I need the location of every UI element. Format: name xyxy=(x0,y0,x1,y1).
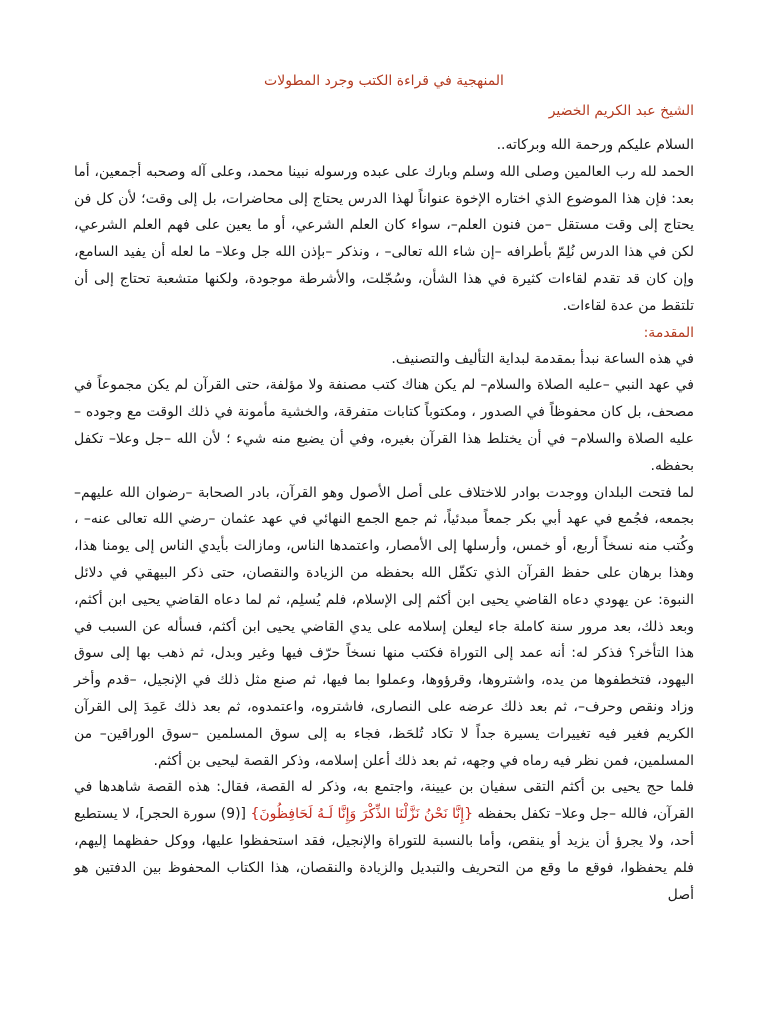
document-title: المنهجية في قراءة الكتب وجرد المطولات xyxy=(264,73,504,89)
author-name: الشيخ عبد الكريم الخضير xyxy=(548,103,694,119)
paragraph-4-start: فلما حج يحيى بن أكثم التقى سفيان بن عيينة، واجتمع به، وذكر له القصة، فقال: هذه القصة شاهدها في القرآن، فالله –جل وعلا– تكفل بحفظه xyxy=(74,779,694,823)
paragraph-1: في هذه الساعة نبدأ بمقدمة لبداية التأليف والتصنيف. xyxy=(391,350,694,367)
paragraph-4-end: [(9) سورة الحجر]، لا يستطيع أحد، ولا يجرؤ أن يزيد أو ينقص، وأما بالنسبة للتوراة والإنجيل، فقد استحفظوا عليها، ووكل حفظهما إليهم، فلم يحفظوا، فوقع ما وقع من التحريف والتبديل والزيادة والنقصان، هذا الكتاب المحفوظ بين الدفتين هو أصل xyxy=(74,806,694,903)
paragraph-3: لما فتحت البلدان ووجدت بوادر للاختلاف على أصل الأصول وهو القرآن، بادر الصحابة –رضوان الله عليهم– بجمعه، فجُمع في عهد أبي بكر جمعاً مبدئياً، ثم جمع الجمع النهائي في عهد عثمان –رضي الله تعالى عنه– ، وكُتب منه نسخاً أربع، أو خمس، وأرسلها إلى الأمصار، واعتمدها الناس، ومازالت بأيدي الناس إلى يومنا هذا، وهذا برهان على حفظ القرآن الذي تكفّل الله بحفظه من الزيادة والنقصان، حتى ذكر البيهقي في دلائل النبوة: عن يهودي دعاه القاضي يحيى ابن أكثم إلى الإسلام، فلم يُسلِم، ثم لما دعاه القاضي يحيى ابن أكثم، وبعد ذلك، بعد مرور سنة كاملة جاء ليعلن إسلامه على يدي القاضي يحيى ابن أكثم، فسأله عن السبب في هذا التأخر؟ فذكر له: أنه عمد إلى التوراة فكتب منها نسخاً حرّف فيها وغير وبدل، ثم ذهب بها إلى سوق اليهود، فتخطفوها من يده، واشتروها، وقرؤوها، وعملوا بما فيها، ثم صنع مثل ذلك في الإنجيل، –قدم وأخر وزاد ونقص وحرف–، ثم بعد ذلك عرضه على النصارى، فاشتروه، واعتمدوه، ثم بعد ذلك عَمِدَ إلى القرآن الكريم فغير فيه تغييرات يسيرة جداً لا تكاد تُلحَظ، فجاء به إلى سوق المسلمين –سوق الوراقين– من المسلمين، فمن نظر فيه رماه في وجهه، ثم بعد ذلك أعلن إسلامه، وذكر القصة ليحيى بن أكثم. xyxy=(74,484,694,769)
greeting: السلام عليكم ورحمة الله وبركاته.. xyxy=(496,137,694,153)
paragraph-2: في عهد النبي –عليه الصلاة والسلام– لم يكن هناك كتب مصنفة ولا مؤلفة، حتى القرآن لم يكن مجموعاً في مصحف، بل كان محفوظاً في الصدور ، ومكتوباً كتابات متفرقة، والخشية مأمونة في ذلك الوقت مع وجوده – عليه الصلاة والسلام– في أن يختلط هذا القرآن بغيره، وفي أن يضيع منه شيء ؛ لأن الله –جل وعلا– تكفل بحفظه. xyxy=(74,377,694,474)
paragraph-4 xyxy=(74,774,694,908)
intro-paragraph: الحمد لله رب العالمين وصلى الله وسلم وبارك على عبده ورسوله نبينا محمد، وعلى آله وصحبه أجمعين، أما بعد: فإن هذا الموضوع الذي اختاره الإخوة عنواناً لهذا الدرس يحتاج إلى محاضرات، بل إلى وقت؛ لأن كل فن يحتاج إلى وقت مستقل –من فنون العلم–، سواء كان العلم الشرعي، أو ما يعين على فهم العلم الشرعي، لكن في هذا الدرس نُلِمّ بأطرافه –إن شاء الله تعالى– ، ونذكر –بإذن الله جل وعلا– ما لعله أن يفيد السامع، وإن كان قد تقدم لقاءات كثيرة في هذا الشأن، وسُجّلت، والأشرطة موجودة، ولكنها متشعبة تحتاج إلى أن تلتقط من عدة لقاءات. xyxy=(74,163,694,314)
quran-verse: {إِنَّا نَحْنُ نَزَّلْنَا الذِّكْرَ وَإِنَّا لَـهُ لَحَافِظُونَ} xyxy=(250,806,474,823)
section-heading: المقدمة: xyxy=(643,324,694,341)
